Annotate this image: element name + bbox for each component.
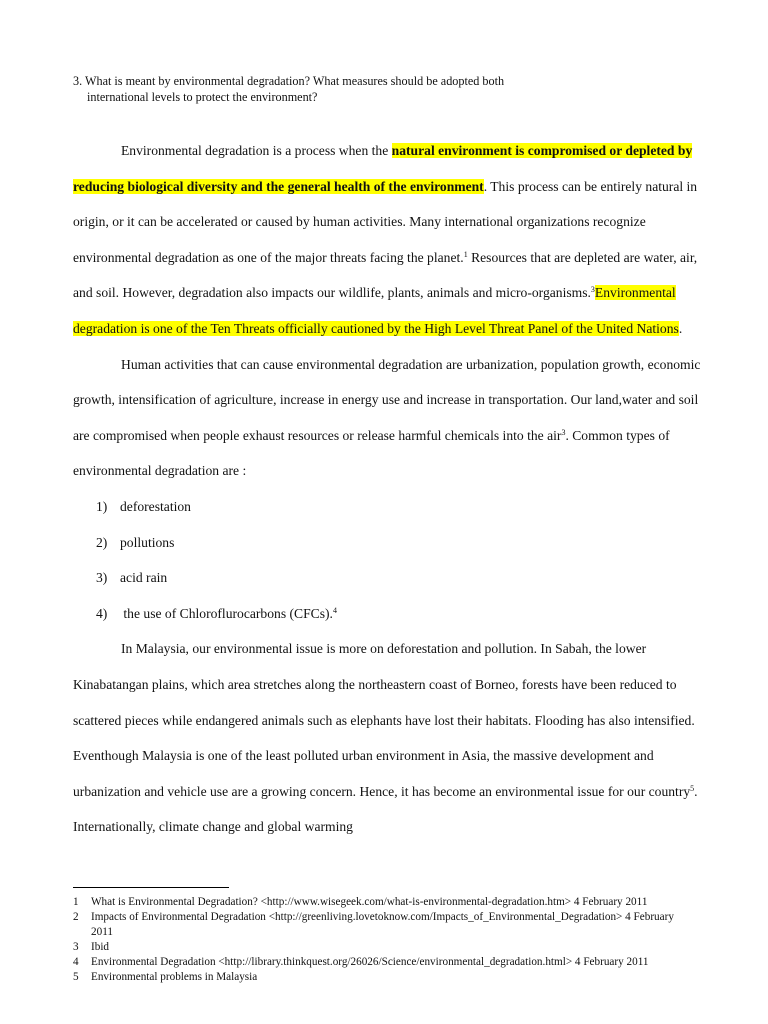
footnotes <box>73 895 693 985</box>
list-number: 1) <box>96 498 108 514</box>
footnote <box>73 955 693 970</box>
footnote <box>73 910 693 940</box>
footnote-number: 5 <box>73 971 79 983</box>
footnote-separator <box>73 887 229 888</box>
text-run: . <box>678 320 683 336</box>
list-text: the use of Chloroflurocarbons (CFCs). <box>120 605 333 621</box>
highlighted-text: Environmental degradation is one of the Ten Threats officially cautioned by the High Level Threat Panel of the United Nations <box>73 285 679 336</box>
list-text: deforestation <box>120 498 191 514</box>
text-run: In Malaysia, our environmental issue is more on deforestation and pollution. In Sabah, the lower Kinabatangan plains, which area stretches along the northeastern coast of Borneo, forests have been reduced to scattered pieces while endangered animals such as elephants have lost their habitats. Flooding has also intensified. Eventhough Malaysia is one of the least polluted urban environment in Asia, the massive development and urbanization and vehicle use are a growing concern. Hence, it has become an environmental issue for our country <box>73 641 695 799</box>
footnote-ref: 3 <box>590 285 595 295</box>
text-run: Environmental degradation is a process when the <box>121 143 392 158</box>
list-text: pollutions <box>120 534 175 550</box>
footnote-ref: 4 <box>332 605 337 615</box>
list-item <box>73 596 703 632</box>
list-number: 3) <box>96 570 108 586</box>
footnote <box>73 970 693 985</box>
text-run: . This process can be entirely natural in origin, or it can be accelerated or caused by human activities. Many international organizations recognize environmental degradation as one of the major threats facing the planet. <box>73 178 698 265</box>
footnote-text: Impacts of Environmental Degradation <http://greenliving.lovetoknow.com/Impacts_of_Environmental_Degradation> 4 February 2011 <box>91 911 674 938</box>
footnote-ref: 5 <box>690 783 695 793</box>
footnote-text: Environmental Degradation <http://library.thinkquest.org/26026/Science/environmental_degradation.html> 4 February 2011 <box>91 956 649 968</box>
footnote-number: 1 <box>73 896 79 908</box>
footnote-number: 3 <box>73 941 79 953</box>
footnote-ref: 1 <box>463 249 468 259</box>
text-run: . Common types of environmental degradation are : <box>73 427 670 479</box>
list-item <box>73 560 703 596</box>
question-line-1: 3. What is meant by environmental degradation? What measures should be adopted both <box>73 74 505 88</box>
text-run: . Internationally, climate change and global warming <box>73 783 698 835</box>
footnote-text: Environmental problems in Malaysia <box>91 971 258 983</box>
question-heading <box>73 73 713 105</box>
list-item <box>73 489 703 525</box>
footnote <box>73 895 693 910</box>
list-item <box>73 525 703 561</box>
text-run: Human activities that can cause environmental degradation are urbanization, population growth, economic growth, intensification of agriculture, increase in energy use and increase in transportation. Our land,water and soil are compromised when people exhaust resources or release harmful chemicals into the air <box>73 356 701 443</box>
footnote-text: Ibid <box>91 941 110 953</box>
text-run: Resources that are depleted are water, air, and soil. However, degradation also impacts our wildlife, plants, animals and micro-organisms. <box>73 249 698 301</box>
paragraph-malaysia <box>73 631 703 845</box>
footnote-number: 4 <box>73 956 79 968</box>
footnote-text: What is Environmental Degradation? <http://www.wisegeek.com/what-is-environmental-degradation.htm> 4 February 2011 <box>91 896 648 908</box>
footnote <box>73 940 693 955</box>
highlighted-bold-text: natural environment is compromised or depleted by reducing biological diversity and the general health of the environment <box>73 143 693 194</box>
question-line-2: international levels to protect the environment? <box>87 90 318 104</box>
list-number: 4) <box>96 605 108 621</box>
footnote-number: 2 <box>73 911 79 923</box>
list-text: acid rain <box>120 570 168 586</box>
list-number: 2) <box>96 534 108 550</box>
essay-body <box>73 133 703 845</box>
paragraph-human-activities <box>73 347 703 489</box>
degradation-types-list <box>73 489 703 631</box>
footnote-ref: 3 <box>561 427 566 437</box>
paragraph-intro <box>73 133 703 347</box>
